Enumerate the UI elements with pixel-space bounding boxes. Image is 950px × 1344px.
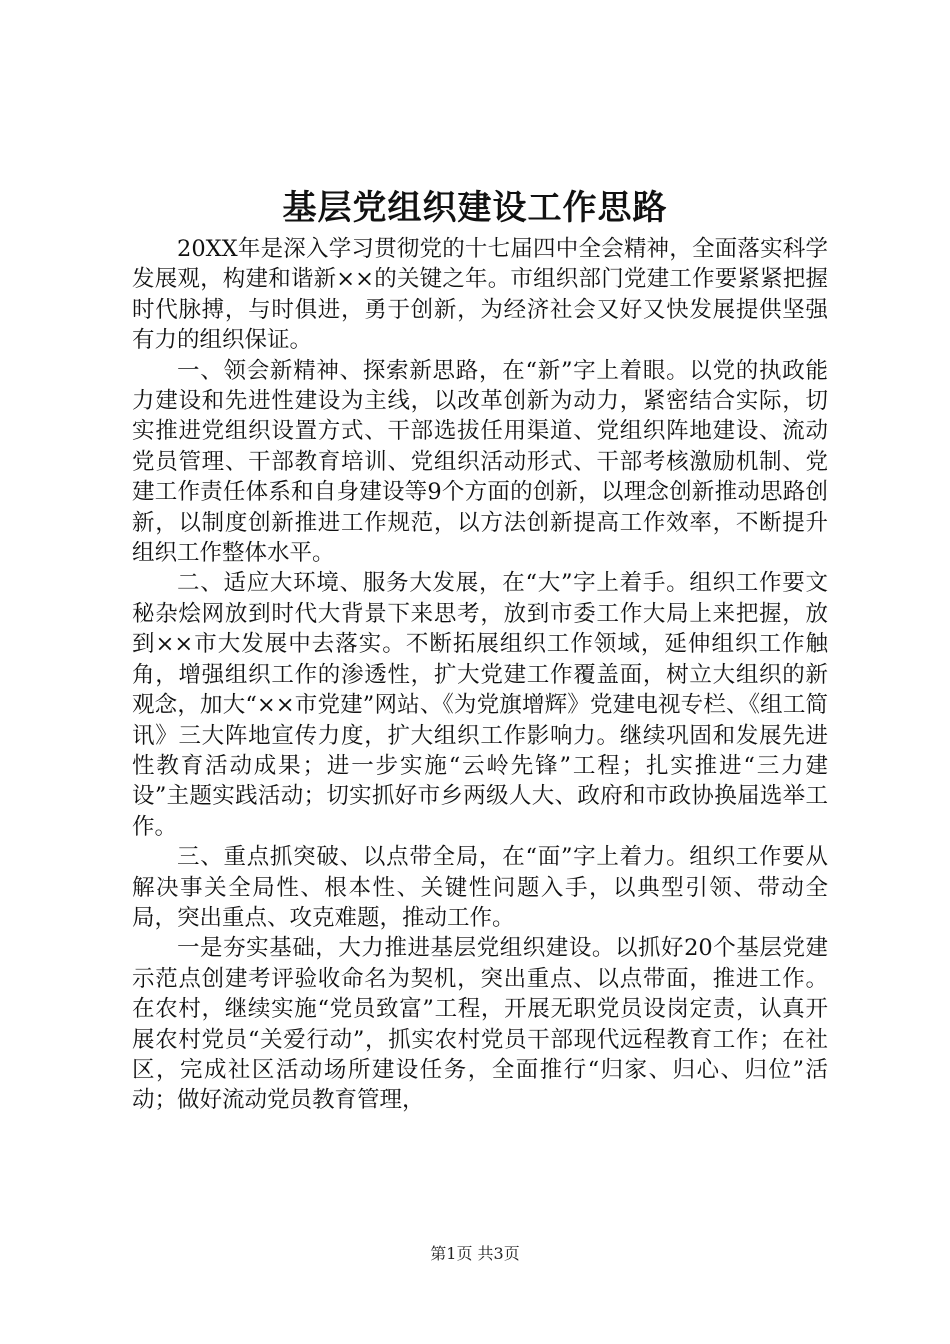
paragraph-section-3: 三、重点抓突破、以点带全局，在“面”字上着力。组织工作要从解决事关全局性、根本性、关键性问题入手，以典型引领、带动全局，突出重点、攻克难题，推动工作。 (132, 844, 828, 931)
page-footer: 第1页 共3页 (430, 1244, 520, 1263)
document-body (132, 234, 828, 1116)
document-title: 基层党组织建设工作思路 (282, 188, 668, 228)
paragraph-section-2: 二、适应大环境、服务大发展，在“大”字上着手。组织工作要文秘杂烩网放到时代大背景下来思考，放到市委工作大局上来把握，放到××市大发展中去落实。不断拓展组织工作领域，延伸组织工作触角，增强组织工作的渗透性，扩大党建工作覆盖面，树立大组织的新观念，加大“××市党建”网站、《为党旗增辉》党建电视专栏、《组工简讯》三大阵地宣传力度，扩大组织工作影响力。继续巩固和发展先进性教育活动成果；进一步实施“云岭先锋”工程；扎实推进“三力建设”主题实践活动；切实抓好市乡两级人大、政府和市政协换届选举工作。 (132, 570, 828, 840)
paragraph-point-1: 一是夯实基础，大力推进基层党组织建设。以抓好20个基层党建示范点创建考评验收命名为契机，突出重点、以点带面，推进工作。在农村，继续实施“党员致富”工程，开展无职党员设岗定责，认真开展农村党员“关爱行动”，抓实农村党员干部现代远程教育工作；在社区，完成社区活动场所建设任务，全面推行“归家、归心、归位”活动；做好流动党员教育管理， (132, 935, 828, 1114)
paragraph-intro: 20XX年是深入学习贯彻党的十七届四中全会精神，全面落实科学发展观，构建和谐新××的关键之年。市组织部门党建工作要紧紧把握时代脉搏，与时俱进，勇于创新，为经济社会又好又快发展提供坚强有力的组织保证。 (132, 236, 828, 354)
paragraph-section-1: 一、领会新精神、探索新思路，在“新”字上着眼。以党的执政能力建设和先进性建设为主线，以改革创新为动力，紧密结合实际，切实推进党组织设置方式、干部选拔任用渠道、党组织阵地建设、流动党员管理、干部教育培训、党组织活动形式、干部考核激励机制、党建工作责任体系和自身建设等9个方面的创新，以理念创新推动思路创新，以制度创新推进工作规范，以方法创新提高工作效率，不断提升组织工作整体水平。 (132, 357, 828, 567)
